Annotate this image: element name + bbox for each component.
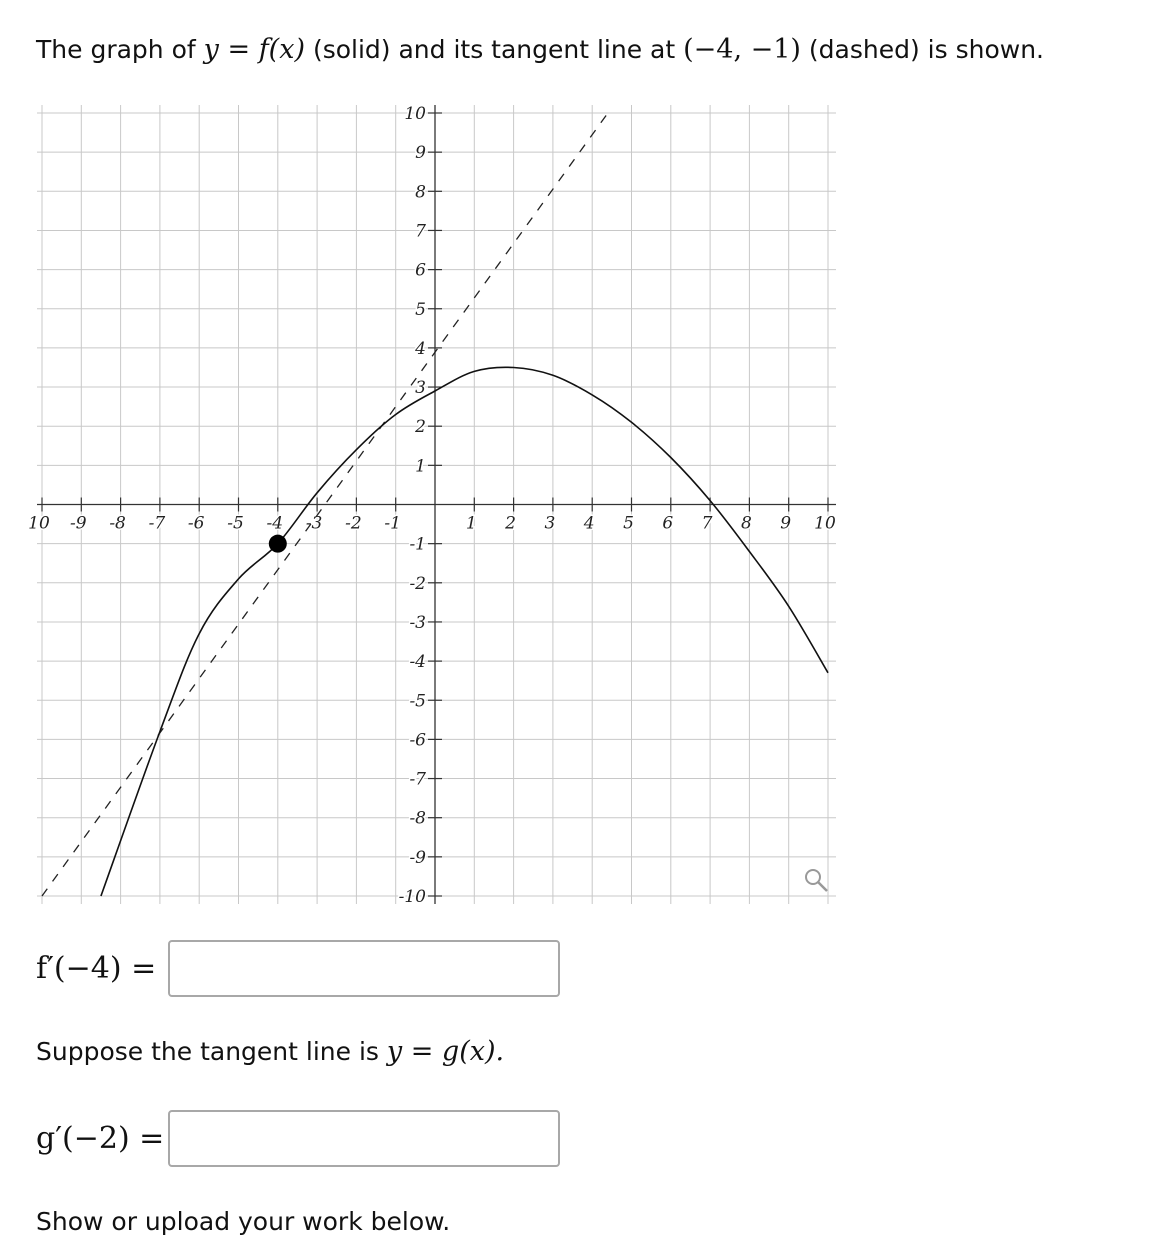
x-tick-labels [28, 514, 836, 534]
y-tick-label: 2 [415, 417, 426, 438]
y-tick-label: 1 [415, 456, 426, 477]
y-tick-label: -10 [398, 887, 426, 907]
prompt-eq-rhs: f(x) [258, 34, 305, 65]
prompt-eq-sign: = [218, 34, 259, 65]
y-tick-label: -5 [409, 691, 426, 712]
f-prime-label: f′(−4) = [36, 950, 157, 986]
axes [37, 105, 836, 904]
y-tick-label: 3 [415, 378, 426, 399]
x-tick-label: -7 [148, 513, 166, 534]
x-tick-label: -9 [70, 513, 87, 534]
y-tick-label: -1 [409, 534, 426, 555]
function-curve [101, 367, 828, 896]
x-tick-label: 1 [465, 513, 477, 534]
answer-row-2 [36, 1108, 560, 1168]
y-tick-label: -7 [409, 769, 426, 790]
prompt-prefix: The graph of [36, 35, 196, 64]
y-tick-label: -4 [409, 652, 426, 673]
magnifier-icon[interactable] [806, 870, 827, 891]
x-tick-label: -3 [305, 513, 323, 534]
x-tick-label: 2 [505, 513, 517, 534]
y-tick-labels [399, 104, 427, 907]
y-tick-label: 4 [415, 338, 426, 359]
tangent-sentence-eq: y = g(x). [386, 1036, 505, 1067]
y-tick-label: 9 [415, 143, 426, 164]
y-tick-label: -2 [409, 573, 426, 594]
g-prime-label: g′(−2) = [36, 1120, 165, 1156]
work-instructions: Show or upload your work below. [36, 1207, 451, 1236]
y-tick-label: -8 [409, 808, 426, 829]
x-tick-label: -8 [109, 513, 126, 534]
prompt-eq-lhs: y [203, 34, 219, 65]
x-tick-label: -6 [187, 513, 205, 534]
x-tick-label: 4 [583, 513, 595, 534]
x-tick-label: 6 [662, 513, 674, 534]
y-tick-label: -3 [409, 612, 426, 633]
x-tick-label: 8 [740, 513, 752, 534]
prompt-suffix: (dashed) is shown. [808, 35, 1045, 64]
x-tick-label: 10 [28, 513, 50, 534]
f-prime-answer-input[interactable] [168, 940, 560, 997]
tangent-point-marker [269, 535, 287, 553]
x-tick-label: 3 [544, 513, 556, 534]
g-prime-answer-input[interactable] [168, 1110, 560, 1167]
x-tick-label: -1 [384, 513, 401, 534]
x-tick-label: -2 [345, 513, 362, 534]
answer-row-1 [36, 938, 560, 998]
x-tick-label: -4 [266, 513, 284, 534]
tangent-sentence-prefix: Suppose the tangent line is [36, 1037, 379, 1066]
y-tick-label: 7 [415, 221, 426, 242]
y-tick-label: -6 [409, 730, 426, 751]
y-tick-label: 8 [415, 182, 426, 203]
x-tick-label: 7 [701, 513, 713, 534]
x-tick-label: 5 [623, 513, 634, 534]
y-tick-label: 6 [415, 260, 426, 281]
x-tick-label: -5 [227, 513, 244, 534]
prompt-point: (−4, −1) [683, 34, 801, 65]
y-tick-label: 5 [415, 299, 426, 320]
x-tick-label: 9 [780, 513, 792, 534]
y-tick-label: -9 [409, 847, 426, 868]
x-tick-label: 10 [814, 513, 836, 534]
prompt-mid: (solid) and its tangent line at [312, 35, 676, 64]
tangent-sentence [36, 1032, 504, 1072]
y-tick-label: 10 [404, 104, 426, 124]
